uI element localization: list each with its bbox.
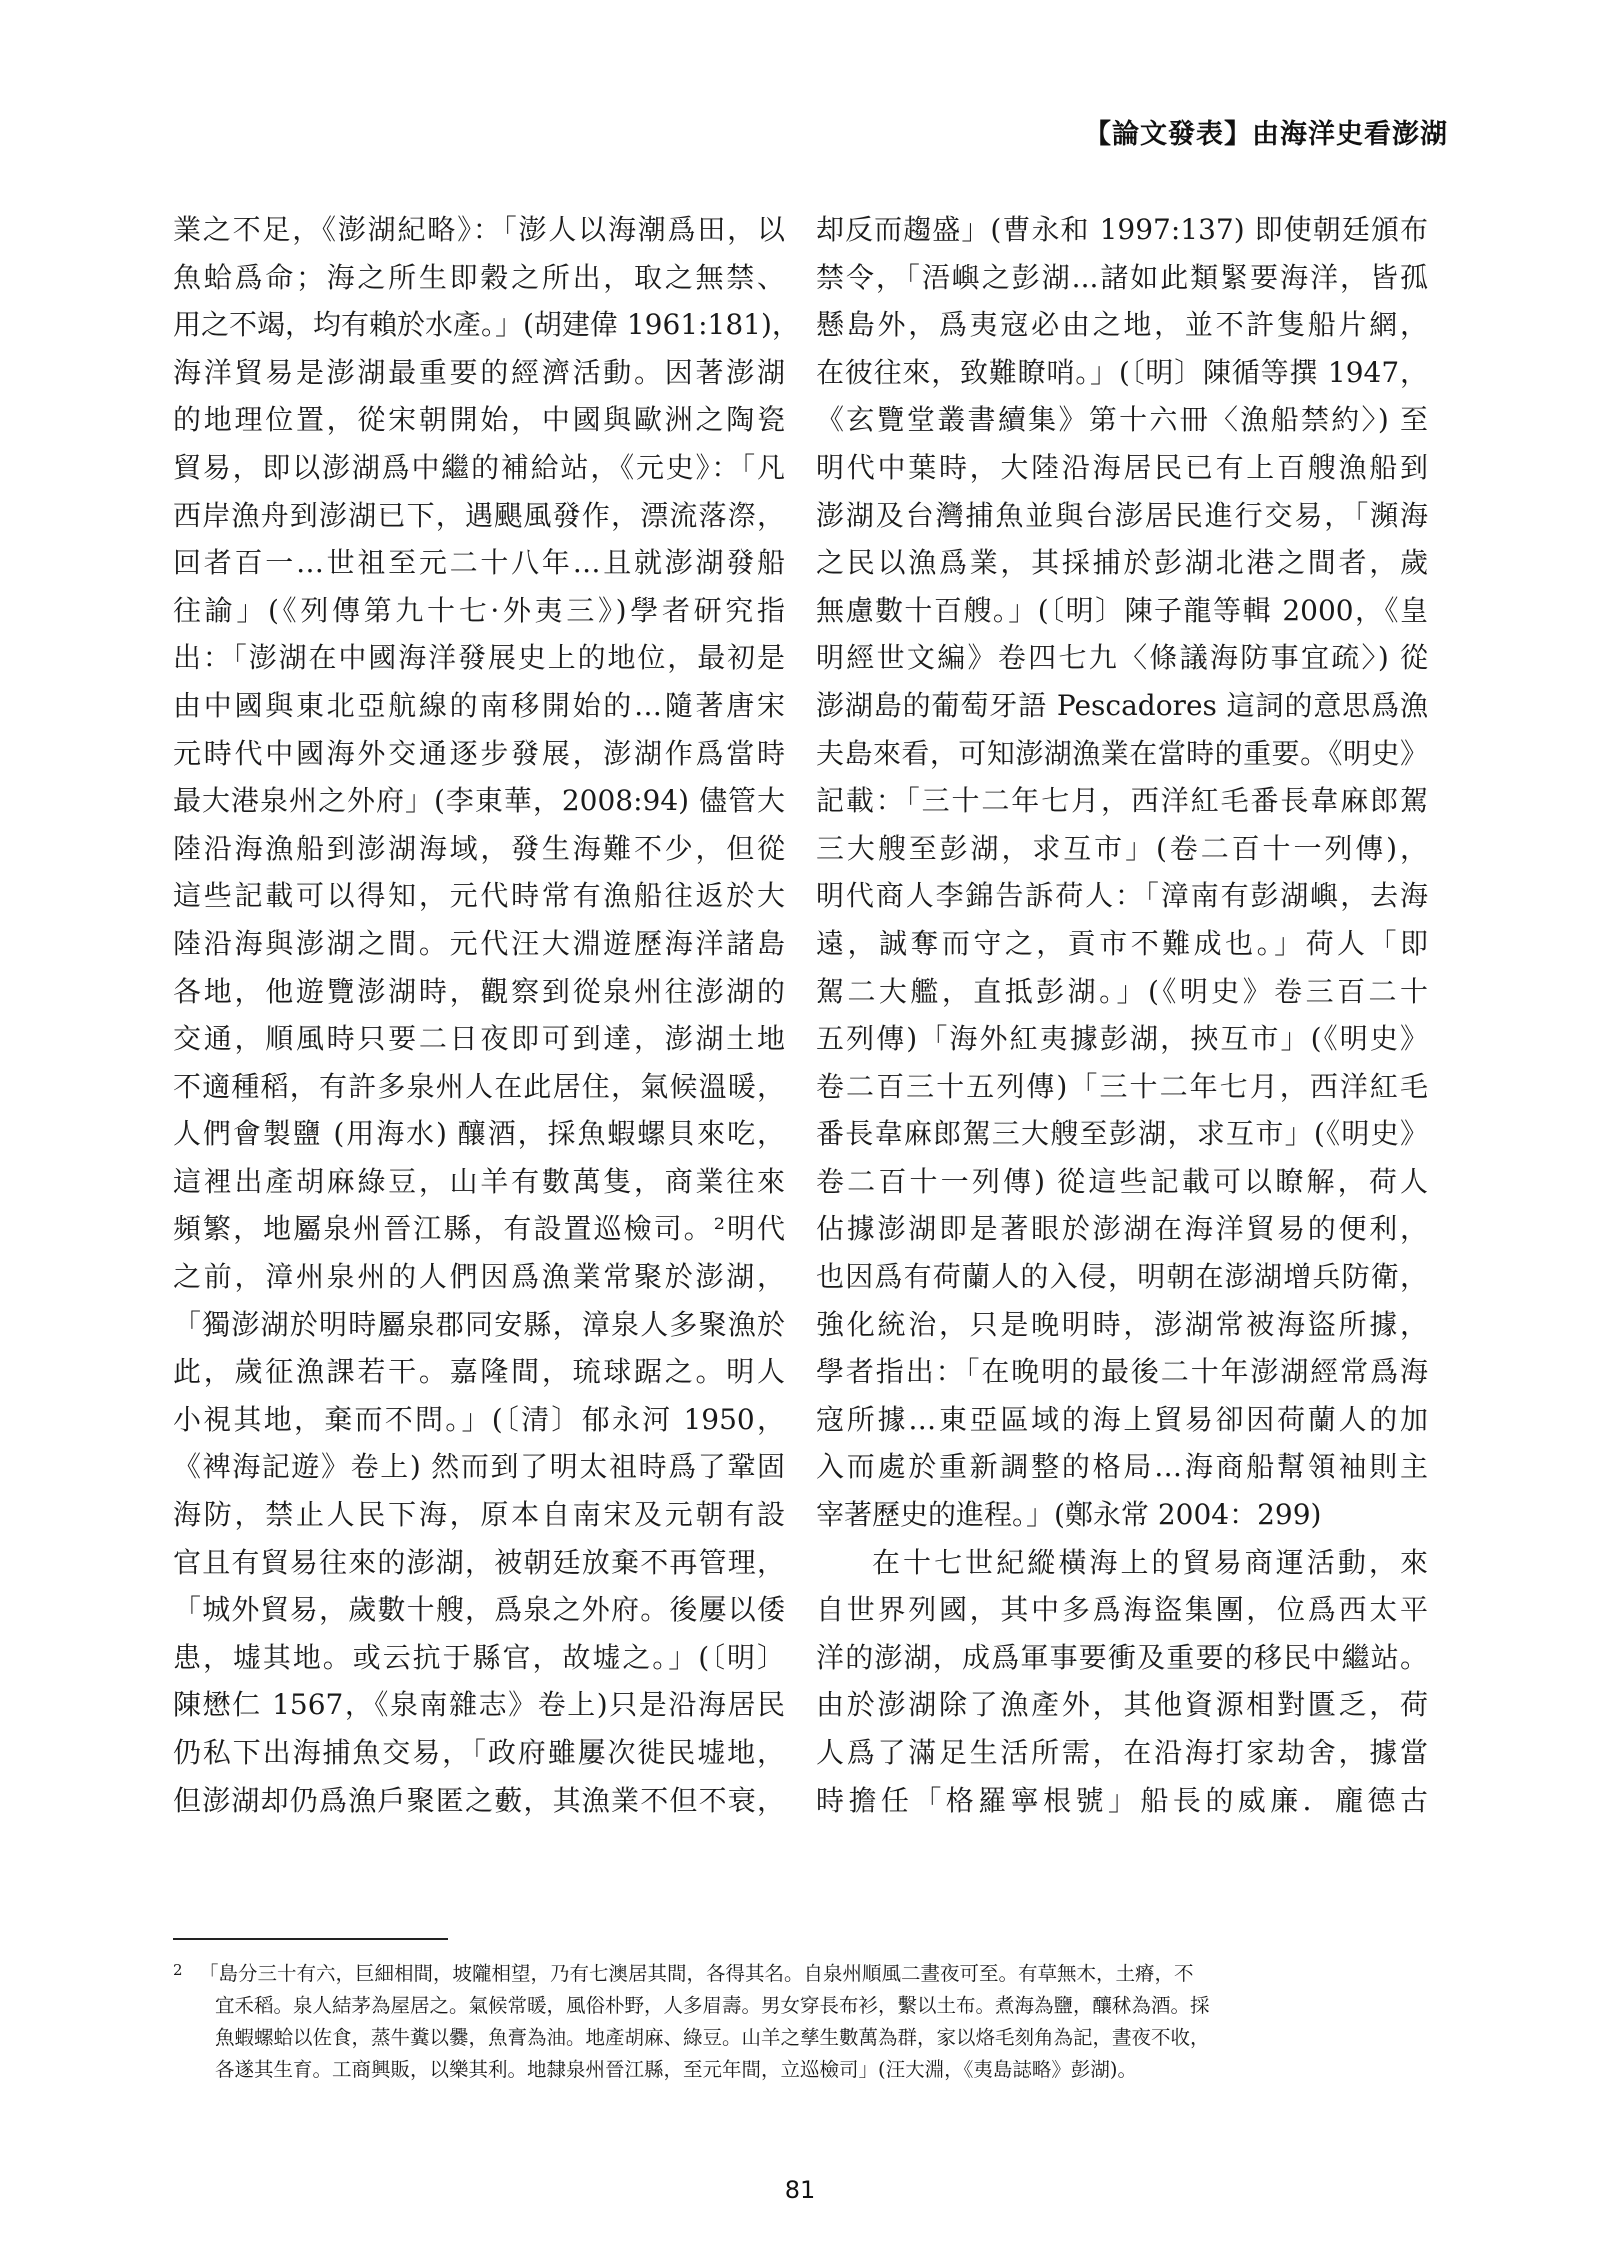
body-line: 番長韋麻郎駕三大艘至彭湖，求互市」(《明史》 — [816, 1117, 1428, 1151]
body-line-paragraph-start: 在十七世紀縱橫海上的貿易商運活動，來 — [872, 1545, 1428, 1579]
page-number: 81 — [784, 2176, 816, 2204]
body-line: 最大港泉州之外府」(李東華，2008:94) 儘管大 — [173, 784, 785, 818]
body-line: 陸沿海漁船到澎湖海域，發生海難不少，但從 — [173, 831, 785, 865]
body-line: 也因爲有荷蘭人的入侵，明朝在澎湖增兵防衛， — [816, 1260, 1428, 1294]
body-line: 洋的澎湖，成爲軍事要衝及重要的移民中繼站。 — [816, 1640, 1428, 1674]
body-line: 入而處於重新調整的格局…海商船幫領袖則主 — [816, 1450, 1428, 1484]
body-line: 交通，順風時只要二日夜即可到達，澎湖土地 — [173, 1022, 785, 1056]
body-line: 明代中葉時，大陸沿海居民已有上百艘漁船到 — [816, 450, 1428, 484]
body-line: 小視其地，棄而不問。」(〔清〕郁永河 1950， — [173, 1402, 785, 1436]
body-line: 海洋貿易是澎湖最重要的經濟活動。因著澎湖 — [173, 355, 785, 389]
body-line: 人爲了滿足生活所需，在沿海打家劫舍，據當 — [816, 1736, 1428, 1769]
footnote-divider — [173, 1938, 448, 1940]
footnote-line: 「島分三十有六，巨細相間，坡隴相望，乃有七澳居其間，各得其名。自泉州順風二晝夜可至。有草無木，土瘠，不 — [199, 1962, 1194, 1985]
body-line: 業之不足，《澎湖紀略》：「澎人以海潮爲田，以 — [173, 213, 785, 246]
body-line: 強化統治，只是晚明時，澎湖常被海盜所據， — [816, 1307, 1428, 1341]
body-line: 各地，他遊覽澎湖時，觀察到從泉州往澎湖的 — [173, 974, 785, 1008]
body-line: 學者指出：「在晚明的最後二十年澎湖經常爲海 — [816, 1355, 1428, 1389]
footnote — [173, 1958, 1433, 2086]
body-line: 往諭」(《列傳第九十七·外夷三》)學者研究指 — [173, 593, 785, 627]
body-line: 《裨海記遊》卷上) 然而到了明太祖時爲了鞏固 — [173, 1450, 785, 1484]
body-line: 「城外貿易，歲數十艘，爲泉之外府。後屢以倭 — [173, 1593, 785, 1627]
body-line: 這些記載可以得知，元代時常有漁船往返於大 — [173, 879, 785, 913]
body-line: 之前，漳州泉州的人們因爲漁業常聚於澎湖， — [173, 1260, 785, 1294]
left-text-column — [173, 206, 800, 1824]
body-line: 由於澎湖除了漁產外，其他資源相對匱乏，荷 — [816, 1688, 1428, 1722]
body-line: 官且有貿易往來的澎湖，被朝廷放棄不再管理， — [173, 1545, 785, 1579]
body-line: 之民以漁爲業，其採捕於彭湖北港之間者，歲 — [816, 546, 1428, 580]
body-line: 懸島外，爲夷寇必由之地，並不許隻船片網， — [816, 308, 1428, 342]
footnote-marker: 2 — [173, 1961, 183, 1979]
body-line: 佔據澎湖即是著眼於澎湖在海洋貿易的便利， — [816, 1212, 1428, 1246]
body-line: 時擔任「格羅寧根號」船長的威廉．龐德古 — [816, 1783, 1428, 1817]
body-line: 明經世文編》卷四七九〈條議海防事宜疏〉) 從 — [816, 641, 1428, 675]
body-line: 陳懋仁 1567，《泉南雜志》卷上)只是沿海居民 — [173, 1688, 785, 1722]
body-line: 貿易，即以澎湖爲中繼的補給站，《元史》：「凡 — [173, 450, 785, 484]
body-line: 三大艘至彭湖，求互市」(卷二百十一列傳)， — [816, 831, 1428, 865]
body-line: 用之不竭，均有賴於水產。」(胡建偉 1961:181)， — [173, 308, 800, 342]
body-line: 澎湖島的葡萄牙語 Pescadores 這詞的意思爲漁 — [816, 688, 1428, 722]
body-line: 此，歲征漁課若干。嘉隆間，琉球踞之。明人 — [173, 1355, 785, 1389]
body-line: 「獨澎湖於明時屬泉郡同安縣，漳泉人多聚漁於 — [173, 1307, 785, 1341]
body-line: 魚蛤爲命；海之所生即穀之所出，取之無禁、 — [173, 260, 785, 294]
body-line: 記載：「三十二年七月，西洋紅毛番長韋麻郎駕 — [816, 784, 1428, 818]
body-line: 西岸漁舟到澎湖已下，遇颶風發作，漂流落漈， — [173, 498, 785, 532]
body-line: 出：「澎湖在中國海洋發展史上的地位，最初是 — [173, 641, 785, 675]
body-line: 患，墟其地。或云抗于縣官，故墟之。」(〔明〕 — [173, 1640, 785, 1674]
body-line-with-footnote-ref: 頻繁，地屬泉州晉江縣，有設置巡檢司。²明代 — [173, 1212, 785, 1246]
footnote-line: 宜禾稻。泉人結茅為屋居之。氣候常暖，風俗朴野，人多眉壽。男女穿長布衫，繫以土布。煮海為鹽，釀秫為酒。採 — [215, 1994, 1210, 2017]
body-line: 這裡出產胡麻綠豆，山羊有數萬隻，商業往來 — [173, 1164, 785, 1198]
body-line: 在彼往來，致難瞭哨。」(〔明〕陳循等撰 1947， — [816, 355, 1428, 389]
body-line-paragraph-end: 宰著歷史的進程。」(鄭永常 2004：299) — [816, 1498, 1322, 1532]
body-line: 回者百一…世祖至元二十八年…且就澎湖發船 — [173, 546, 785, 580]
body-line: 元時代中國海外交通逐步發展，澎湖作爲當時 — [173, 736, 785, 770]
body-line: 自世界列國，其中多爲海盜集團，位爲西太平 — [816, 1593, 1428, 1627]
body-line: 夫島來看，可知澎湖漁業在當時的重要。《明史》 — [816, 736, 1428, 770]
body-line: 無慮數十百艘。」(〔明〕陳子龍等輯 2000，《皇 — [816, 593, 1428, 627]
body-line: 却反而趨盛」(曹永和 1997:137) 即使朝廷頒布 — [816, 213, 1428, 246]
body-line: 澎湖及台灣捕魚並與台澎居民進行交易，「瀕海 — [816, 498, 1428, 532]
body-line: 五列傳)「海外紅夷據彭湖，挾互市」(《明史》 — [816, 1022, 1428, 1056]
body-line: 駕二大艦，直抵彭湖。」(《明史》卷三百二十 — [816, 974, 1428, 1008]
body-line: 仍私下出海捕魚交易，「政府雖屢次徙民墟地， — [173, 1736, 785, 1769]
body-line: 遠，誠奪而守之，貢市不難成也。」荷人「即 — [816, 926, 1428, 960]
body-line: 但澎湖却仍爲漁戶聚匿之藪，其漁業不但不衰， — [173, 1783, 785, 1817]
body-line: 海防，禁止人民下海，原本自南宋及元朝有設 — [173, 1498, 785, 1532]
right-text-column — [816, 206, 1428, 1824]
body-line: 禁令，「浯嶼之彭湖...諸如此類緊要海洋，皆孤 — [816, 260, 1428, 294]
body-line: 陸沿海與澎湖之間。元代汪大淵遊歷海洋諸島 — [173, 926, 785, 960]
body-line: 卷二百十一列傳) 從這些記載可以瞭解，荷人 — [816, 1164, 1428, 1198]
body-line: 明代商人李錦告訴荷人：「漳南有彭湖嶼，去海 — [816, 879, 1428, 913]
body-line: 不適種稻，有許多泉州人在此居住，氣候溫暖， — [173, 1069, 785, 1103]
footnote-line: 各遂其生育。工商興販，以樂其利。地隸泉州晉江縣，至元年間，立巡檢司」(汪大淵，《夷島誌略》彭湖)。 — [215, 2058, 1137, 2081]
body-line: 人們會製鹽 (用海水) 釀酒，採魚蝦螺貝來吃， — [173, 1117, 785, 1151]
body-line: 寇所據…東亞區域的海上貿易卻因荷蘭人的加 — [816, 1402, 1428, 1436]
footnote-line: 魚蝦螺蛤以佐食，蒸牛糞以爨，魚膏為油。地產胡麻、綠豆。山羊之孳生數萬為群，家以烙毛刻角為記，晝夜不收， — [215, 2026, 1210, 2049]
body-line: 卷二百三十五列傳)「三十二年七月，西洋紅毛 — [816, 1069, 1428, 1103]
body-line: 《玄覽堂叢書續集》第十六冊〈漁船禁約〉) 至 — [816, 403, 1428, 437]
body-line: 的地理位置，從宋朝開始，中國與歐洲之陶瓷 — [173, 403, 785, 437]
running-header: 【論文發表】由海洋史看澎湖 — [1084, 119, 1448, 150]
body-line: 由中國與東北亞航線的南移開始的…隨著唐宋 — [173, 688, 785, 722]
